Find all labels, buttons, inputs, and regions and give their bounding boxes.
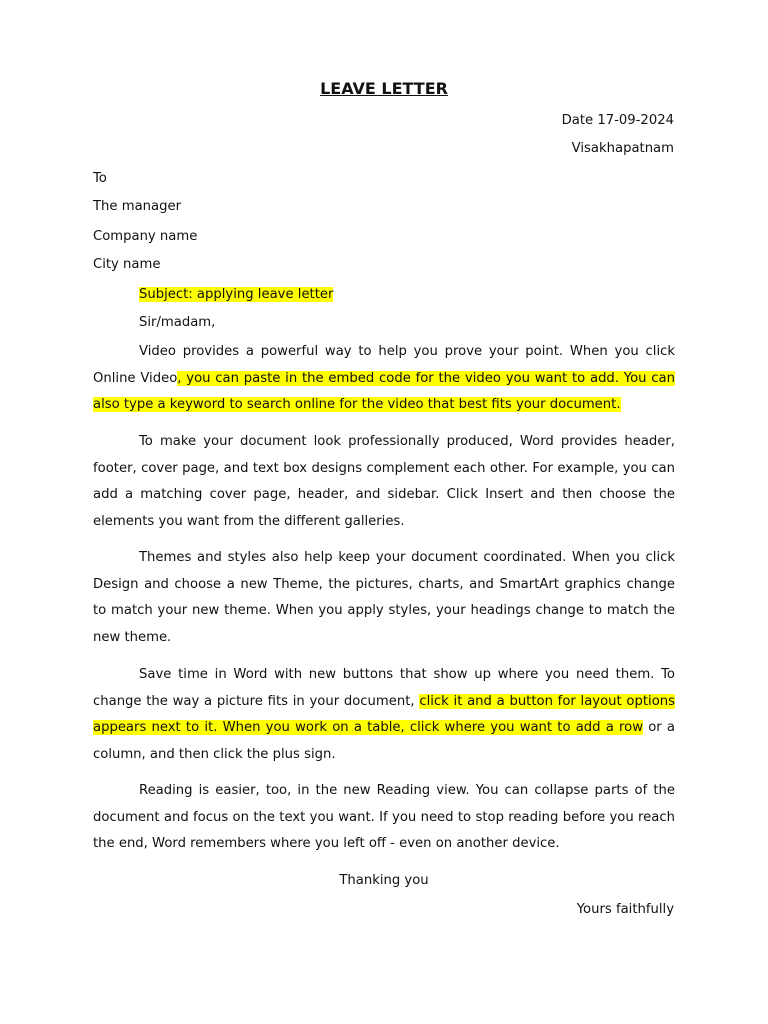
salutation: Sir/madam,	[139, 315, 216, 330]
address-company: Company name	[93, 229, 198, 244]
body-paragraph-1	[93, 339, 675, 419]
highlighted-text: click it and a button for layout options appears next to it. When you work on a table, click where you want to add a row	[93, 693, 675, 736]
document-title: LEAVE LETTER	[320, 79, 448, 98]
subject-highlight: Subject: applying leave letter	[139, 287, 334, 302]
date-line: Date 17-09-2024	[561, 113, 674, 128]
subject-line	[139, 285, 333, 305]
paragraph-text: Video provides a powerful way to help you prove your point. When you click Online Video	[93, 344, 675, 386]
body-paragraph-2: To make your document look professionally produced, Word provides header, footer, cover page, and text box designs complement each other. For example, you can add a matching cover page, header, and sidebar. Click Insert and then choose the elements you want from the different galleries.	[93, 434, 675, 529]
paragraph-text: or a column, and then click the plus sign.	[93, 720, 675, 762]
body-paragraph-4	[93, 662, 675, 768]
address-city: City name	[93, 257, 161, 272]
body-paragraph-3: Themes and styles also help keep your document coordinated. When you click Design and choose a new Theme, the pictures, charts, and SmartArt graphics change to match your new theme. When you apply styles, your headings change to match the new theme.	[93, 550, 675, 645]
address-recipient: The manager	[93, 199, 181, 214]
signoff-line: Yours faithfully	[576, 902, 674, 917]
highlighted-text: , you can paste in the embed code for the video you want to add. You can also type a keyword to search online for the video that best fits your document.	[93, 370, 675, 413]
place-line: Visakhapatnam	[571, 141, 674, 156]
body-paragraph-5: Reading is easier, too, in the new Reading view. You can collapse parts of the document and focus on the text you want. If you need to stop reading before you reach the end, Word remembers where you left off - even on another device.	[93, 783, 675, 852]
address-to: To	[93, 171, 107, 186]
paragraph-text: Save time in Word with new buttons that show up where you need them. To change the way a picture fits in your document,	[93, 667, 675, 709]
closing-line: Thanking you	[339, 873, 429, 888]
